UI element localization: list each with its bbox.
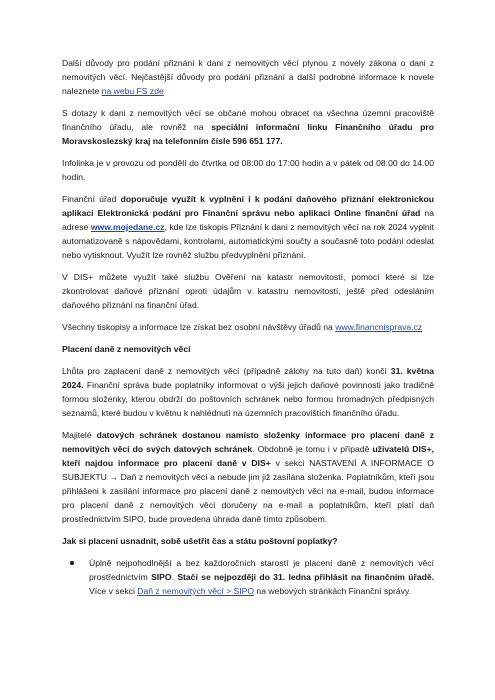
paragraph-text: Více v sekci <box>89 586 138 596</box>
section-heading-usnadneni: Jak si placení usnadnit, sobě ušetřit čas a státu poštovní poplatky? <box>62 536 338 546</box>
paragraph-text: . Obdobně je tomu i v případě <box>252 444 373 454</box>
infoline-phone-text: speciální informační linku Finančního úřadu pro Moravskoslezský kraj na telefonním čísle 596 651 177. <box>62 122 434 146</box>
paragraph-text: Další důvody pro podání přiznání k dani z nemovitých věcí plynou z novely zákona o dani z nemovitých věcí. Nejčastější důvody pro podání přiznání a další podrobné informace k novele naleznete <box>62 58 434 96</box>
paragraph-lhuta <box>62 364 434 420</box>
bold-text: Stačí se nejpozději do 31. ledna přihlásit na finančním úřadě. <box>177 572 434 582</box>
paragraph-text: Majitelé <box>62 430 97 440</box>
paragraph-tiskopisy <box>62 320 434 334</box>
section-heading-placeni: Placení daně z nemovitých věcí <box>62 344 191 354</box>
paragraph-novela <box>62 56 434 98</box>
bullet-list <box>62 556 434 598</box>
paragraph-text: na webových stránkách Finanční správy. <box>254 586 412 596</box>
paragraph-text: Finanční správa bude poplatníky informovat o výši jejich daňové povinnosti jako tradičně formou složenky, kterou obdrží do poštovních schránek nebo formou hromadných předpisných seznamů, které budou v květnu k nahlédnutí na územních pracovištích finančního úřadu. <box>62 380 434 418</box>
paragraph-text: Úplně nejpohodlnější a bez každoročních starostí je placení daně z nemovitých věcí prostřednictvím <box>89 558 434 582</box>
list-item <box>62 556 434 598</box>
paragraph-datove-schranky <box>62 428 434 526</box>
paragraph-text: . <box>171 572 178 582</box>
paragraph-text: , kde lze tiskopis Přiznání k dani z nemovitých věcí na rok 2024 vyplnit automatizovaně s nápovědami, kontrolami, automatickými součty a současně toto podání odeslat nebo vytisknout. Využít lze rovněž službu předvyplnění přiznání. <box>62 222 434 260</box>
deadline-text: 31. května 2024. <box>62 366 434 390</box>
paragraph-text: Lhůta pro zaplacení daně z nemovitých věcí (případně zálohy na tuto daň) končí <box>62 366 391 376</box>
bold-text: uživatelů DIS+, kteří najdou informace pro placení daně v DIS+ <box>62 444 434 468</box>
paragraph-dotazy <box>62 106 434 148</box>
paragraph-text: v sekci NASTAVENÍ A INFORMACE O SUBJEKTU → Daň z nemovitých věcí a nebude jim již zasílána složenka. Poplatníkům, kteří jsou přihlášeni k zasílání informace pro placení daně z nemovitých věcí na e-mail, budou informace pro placení daně z nemovitých věcí doručeny na e-mail a poplatníkům, kteří platí daň prostřednictvím SIPO, bude provedena úhrada daně tímto způsobem. <box>62 458 434 524</box>
paragraph-electronic-filing <box>62 192 434 262</box>
paragraph-dis-katastr <box>62 270 434 312</box>
sipo-link[interactable]: Daň z nemovitých věcí > SIPO <box>137 586 255 596</box>
paragraph-text: V DIS+ můžete využít také službu Ověření na katastr nemovitostí, pomocí které si lze zkontrolovat daňové přiznání oproti údajům v katastru nemovitostí, ještě před odesláním daňového přiznání na finanční úřad. <box>62 272 434 310</box>
bullet-dot-icon <box>70 561 74 565</box>
fs-web-link[interactable]: na webu FS zde <box>101 86 164 96</box>
paragraph-text: Infolinka je v provozu od pondělí do čtvrtka od 08:00 do 17:00 hodin a v pátek od 08:00 do 14.00 hodin. <box>62 158 434 182</box>
paragraph-text: S dotazy k dani z nemovitých věcí se občané mohou obracet na všechna územní pracoviště finančního úřadu, ale rovněž na <box>62 108 434 132</box>
bold-text: datových schránek dostanou namísto složenky informace pro placení daně z nemovitých věcí do svých datových schránek <box>62 430 434 454</box>
bold-text: SIPO <box>151 572 172 582</box>
paragraph-text: na adrese <box>62 208 434 232</box>
financnisprava-link[interactable]: www.financnisprava.cz <box>335 322 423 332</box>
recommendation-text: doporučuje využít k vyplnění i k podání daňového přiznání elektronickou aplikaci Elektronická podání pro Finanční správu nebo aplikaci Online finanční úřad <box>62 194 435 218</box>
paragraph-text: Finanční úřad <box>62 194 121 204</box>
paragraph-infolinka-hours <box>62 156 434 184</box>
paragraph-text: Všechny tiskopisy a informace lze získat bez osobní návštěvy úřadů na <box>62 322 336 332</box>
mojedane-link[interactable]: www.mojedane.cz <box>90 222 165 232</box>
